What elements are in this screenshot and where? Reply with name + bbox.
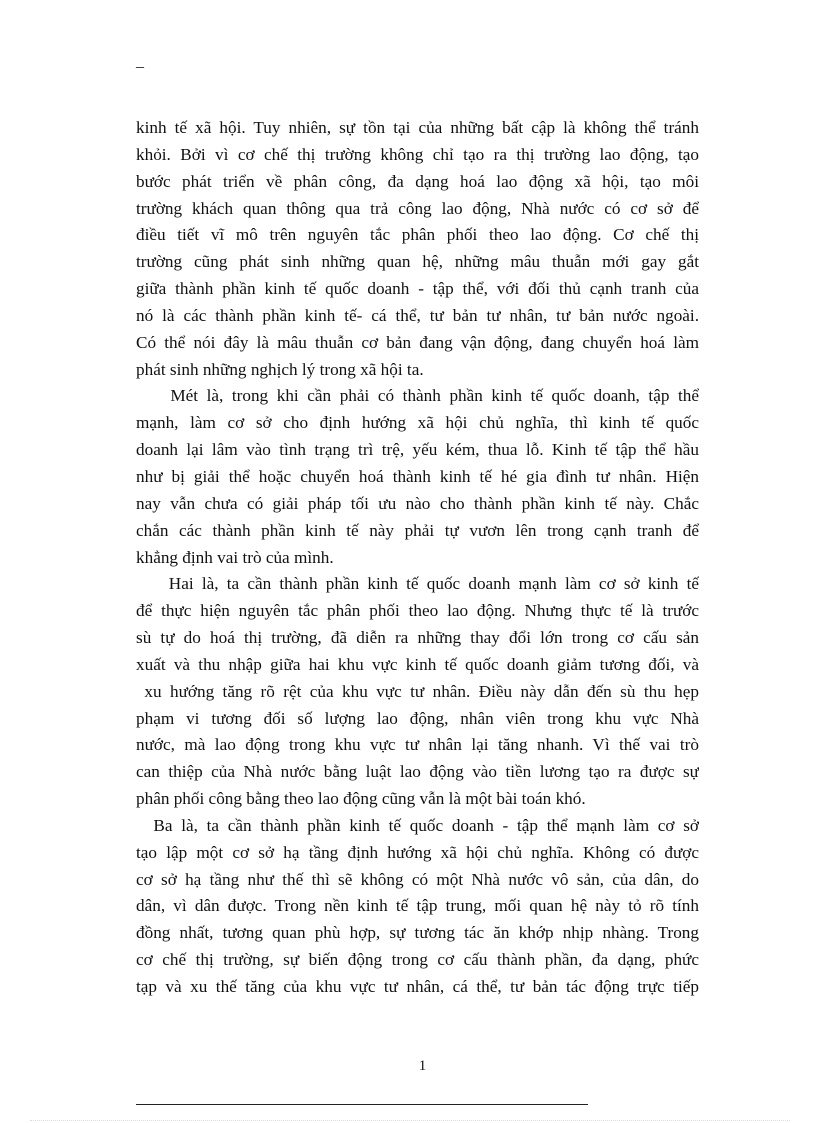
text-line: xuất và thu nhập giữa hai khu vực kinh tế quốc doanh giảm tương đối, và (136, 654, 699, 674)
text-line: để thực hiện nguyên tắc phân phối theo lao động. Nhưng thực tế là trước (136, 601, 699, 621)
text-line: Ba là, ta cần thành phần kinh tế quốc doanh - tập thể mạnh làm cơ sở (136, 815, 699, 835)
header-mark: _ (136, 53, 144, 70)
text-line: dân, vì dân được. Trong nền kinh tế tập trung, mối quan hệ này tỏ rõ tính (136, 896, 699, 916)
text-line: đồng nhất, tương quan phù hợp, sự tương tác ăn khớp nhịp nhàng. Trong (136, 923, 699, 943)
text-line: cơ sở hạ tầng như thế thì sẽ không có một Nhà nước vô sản, của dân, do (136, 869, 699, 889)
text-line: khỏi. Bởi vì cơ chế thị trường không chỉ tạo ra thị trường lao động, tạo (136, 144, 699, 164)
text-line: cơ chế thị trường, sự biến động trong cơ cấu thành phần, đa dạng, phức (136, 950, 699, 970)
text-line: trường khách quan thông qua trả công lao động, Nhà nước có cơ sở để (136, 198, 699, 218)
text-line: phát sinh những nghịch lý trong xã hội ta. (136, 359, 424, 379)
text-line: khẳng định vai trò của mình. (136, 547, 334, 567)
text-line: sù tự do hoá thị trường, đã diễn ra những thay đổi lớn trong cơ cấu sản (136, 628, 699, 648)
text-line: trường cũng phát sinh những quan hệ, những mâu thuẫn mới gay gắt (136, 252, 699, 272)
text-line: điều tiết vĩ mô trên nguyên tắc phân phối theo lao động. Cơ chế thị (136, 225, 699, 245)
text-line: mạnh, làm cơ sở cho định hướng xã hội chủ nghĩa, thì kinh tế quốc (136, 413, 699, 433)
page-number: 1 (418, 1058, 427, 1074)
text-line: bước phát triển về phân công, đa dạng hoá lao động xã hội, tạo môi (136, 171, 699, 191)
text-line: kinh tế xã hội. Tuy nhiên, sự tồn tại của những bất cập là không thể tránh (136, 118, 699, 137)
text-line: tạo lập một cơ sở hạ tầng định hướng xã hội chủ nghĩa. Không có được (136, 842, 699, 862)
body-text (136, 115, 699, 1001)
text-line: phạm vi tương đối số lượng lao động, nhân viên trong khu vực Nhà (136, 708, 699, 728)
text-line: doanh lại lâm vào tình trạng trì trệ, yếu kém, thua lỗ. Kinh tế tập thể hầu (136, 440, 699, 460)
text-line: xu hướng tăng rõ rệt của khu vực tư nhân. Điều này dẫn đến sù thu hẹp (136, 681, 699, 701)
page-bottom-border (30, 1120, 790, 1121)
text-line: Hai là, ta cần thành phần kinh tế quốc doanh mạnh làm cơ sở kinh tế (136, 574, 699, 594)
text-line: chắn các thành phần kinh tế này phải tự vươn lên trong cạnh tranh để (136, 520, 699, 540)
text-line: nó là các thành phần kinh tế- cá thể, tư bản tư nhân, tư bản nước ngoài. (136, 305, 699, 325)
text-line: nước, mà lao động trong khu vực tư nhân lại tăng nhanh. Vì thế vai trò (136, 735, 699, 755)
text-line: tạp và xu thế tăng của khu vực tư nhân, cá thể, tư bản tác động trực tiếp (136, 977, 699, 996)
text-line: Mét là, trong khi cần phải có thành phần kinh tế quốc doanh, tập thể (136, 386, 699, 406)
text-line: như bị giải thể hoặc chuyển hoá thành kinh tế hé gia đình tư nhân. Hiện (136, 466, 699, 486)
text-line: phân phối công bằng theo lao động cũng vẫn là một bài toán khó. (136, 789, 586, 809)
text-line: giữa thành phần kinh tế quốc doanh - tập thể, với đối thủ cạnh tranh của (136, 279, 699, 299)
text-line: can thiệp của Nhà nước bằng luật lao động vào tiền lương tạo ra được sự (136, 762, 699, 782)
footer-rule (136, 1104, 588, 1105)
text-line: Có thể nói đây là mâu thuẫn cơ bản đang vận động, đang chuyển hoá làm (136, 332, 699, 352)
text-line: nay vẫn chưa có giải pháp tối ưu nào cho thành phần kinh tế này. Chắc (136, 493, 699, 513)
